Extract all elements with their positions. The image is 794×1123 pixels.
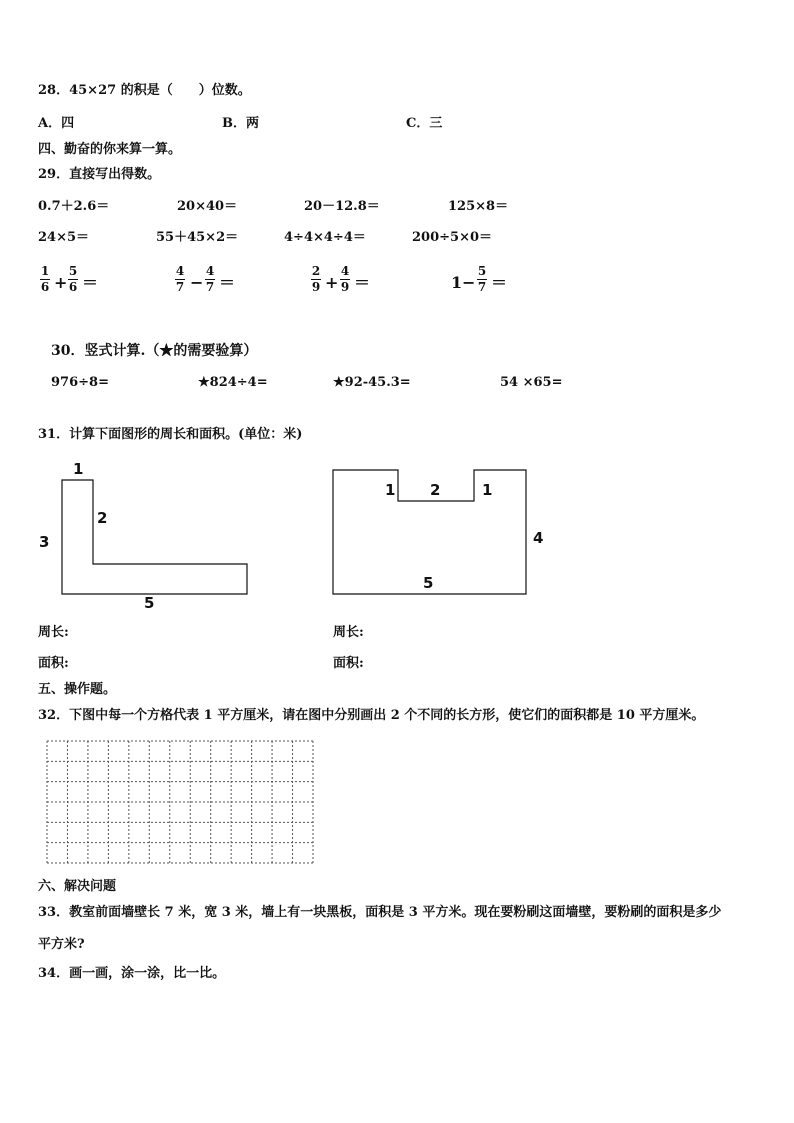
section-6-heading: 六、解决问题 <box>38 879 117 894</box>
q28-option-a: A．四 <box>38 116 75 131</box>
q29-r2-item: 55＋45×2＝ <box>156 230 239 245</box>
q30-item: 54 ×65= <box>500 375 563 390</box>
q28-option-b: B．两 <box>222 116 259 131</box>
q29-r1-item: 125×8＝ <box>448 199 509 214</box>
q31-title: 31．计算下面图形的周长和面积。(单位：米) <box>38 427 303 442</box>
fig2-label-bottom: 5 <box>423 574 434 592</box>
fig2-label-left-notch: 1 <box>385 481 396 499</box>
q29-r2-item: 200÷5×0＝ <box>412 230 493 245</box>
q33-line2: 平方米? <box>38 937 85 952</box>
section-4-heading: 四、勤奋的你来算一算。 <box>38 142 182 157</box>
q29-r1-item: 0.7＋2.6＝ <box>38 199 110 214</box>
fig1-area-label: 面积: <box>38 656 69 671</box>
fig1-label-inner: 2 <box>97 509 108 527</box>
fig2-area-label: 面积: <box>333 656 364 671</box>
q29-r2-item: 24×5＝ <box>38 230 90 245</box>
q34-stem: 34．画一画，涂一涂，比一比。 <box>38 966 226 981</box>
q32-stem: 32．下图中每一个方格代表 1 平方厘米，请在图中分别画出 2 个不同的长方形，使它们的面积都是 10 平方厘米。 <box>38 708 705 723</box>
q30-item: ★92-45.3= <box>333 375 411 390</box>
section-5-heading: 五、操作题。 <box>38 682 117 697</box>
q30-item: ★824÷4= <box>198 375 268 390</box>
fig2-label-right: 4 <box>533 529 544 547</box>
q30-title: 30．竖式计算.（★的需要验算） <box>51 343 258 359</box>
fig2-label-notch: 2 <box>430 481 441 499</box>
q29-r2-item: 4÷4×4÷4＝ <box>284 230 366 245</box>
q32-dotted-grid[interactable] <box>46 740 316 866</box>
q28-option-c: C．三 <box>406 116 443 131</box>
fig1-label-left: 3 <box>39 533 50 551</box>
fig1-label-bottom: 5 <box>144 594 155 612</box>
fig2-label-right-notch: 1 <box>482 481 493 499</box>
q29-title: 29．直接写出得数。 <box>38 167 161 182</box>
q28-stem: 28．45×27 的积是（ ）位数。 <box>38 83 251 98</box>
fig2-perimeter-label: 周长: <box>333 625 364 640</box>
fig1-perimeter-label: 周长: <box>38 625 69 640</box>
q33-line1: 33．教室前面墙壁长 7 米，宽 3 米，墙上有一块黑板，面积是 3 平方米。现在要粉刷这面墙壁，要粉刷的面积是多少 <box>38 905 722 920</box>
q30-item: 976÷8= <box>51 375 109 390</box>
q29-r1-item: 20－12.8＝ <box>304 199 380 214</box>
q29-r1-item: 20×40＝ <box>177 199 238 214</box>
fig1-label-top: 1 <box>73 460 84 478</box>
